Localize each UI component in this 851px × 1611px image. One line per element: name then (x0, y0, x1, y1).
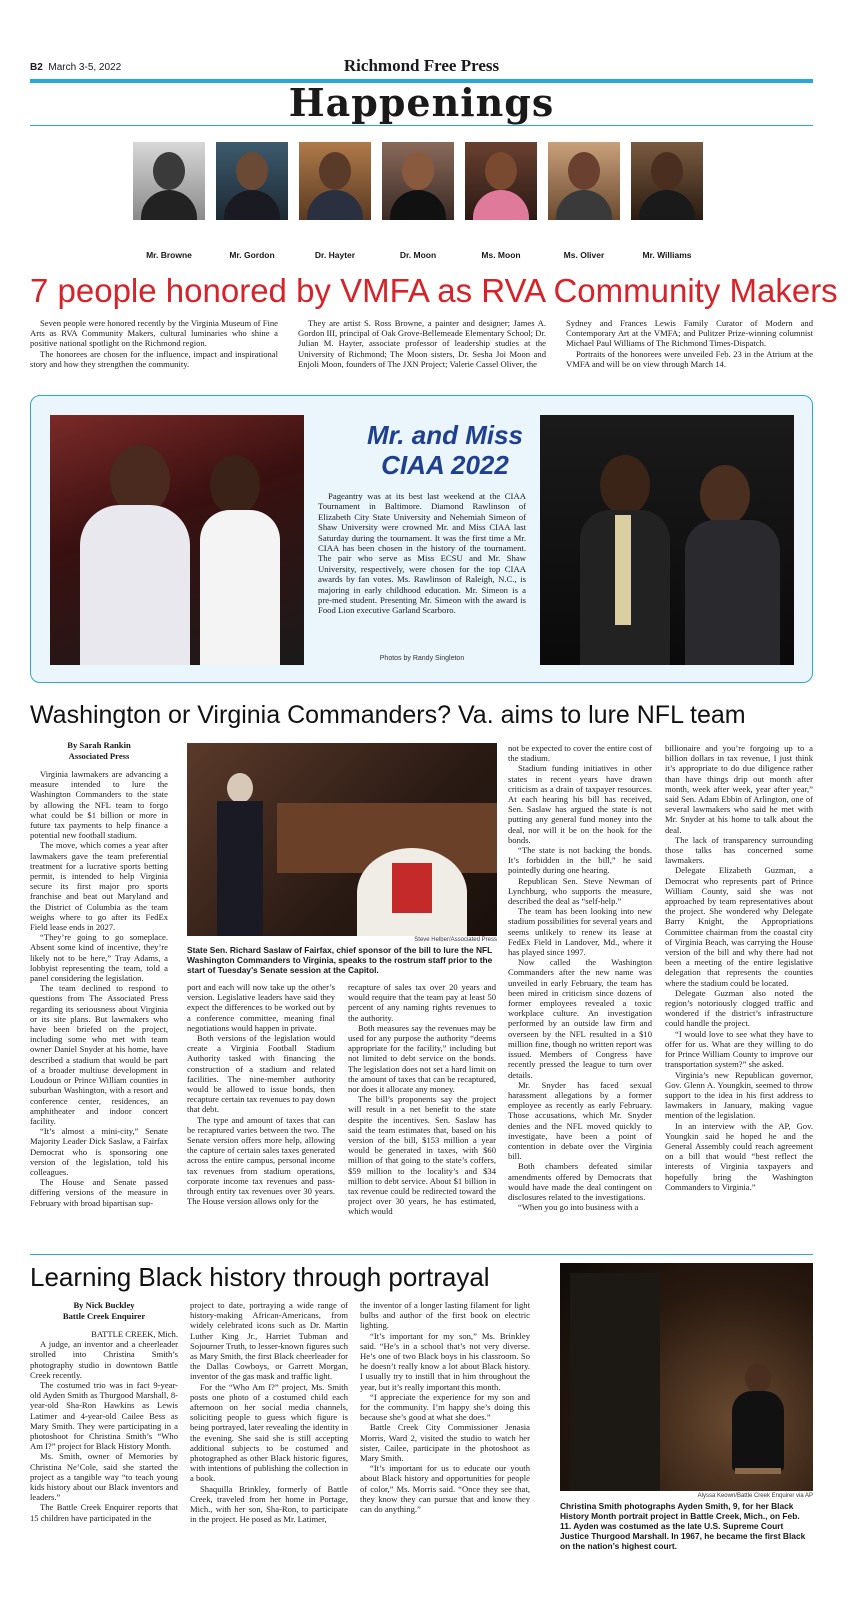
paragraph: For the “Who Am I?” project, Ms. Smith posts one photo of a costumed child each afternoon on her social media channels, soliciting people to guess which figure is being portrayed, later revealing the identity in the evening. She said she is still accepting additional subjects to be costumed and photographed as other Black historic figures, with intentions of publishing the collection in a book. (190, 1381, 348, 1484)
portrait-caption: Mr. Gordon (229, 250, 275, 260)
paragraph: not be expected to cover the entire cost of the stadium. (508, 743, 652, 764)
paragraph: “When you go into business with a (518, 1202, 639, 1213)
nfl-photo (187, 743, 497, 936)
paragraph: Pageantry was at its best last weekend at the CIAA Tournament in Baltimore. Diamond Rawlinson of Elizabeth City State University and Nehemiah Simeon of Shaw University were crowned Mr. and Miss CIAA last Saturday during the tournament. It was the first time a Mr. CIAA has been chosen in the history of the tournament. The pair who serve as Miss ECSU and Mr. Shaw University, respectively, were chosen for the top CIAA awards by fan votes. Ms. Rawlinson of Raleigh, N.C., is majoring in early childhood education. Mr. Simeon is a pre-med student. Presenting Mr. Simeon with the award is Food Lion executive Garland Scarboro. (318, 491, 526, 616)
portrait-oliver (548, 142, 620, 260)
portrait-caption: Mr. Williams (642, 250, 692, 260)
bh-col-1 (30, 1300, 178, 1523)
paragraph: “I would love to see what they have to offer for us. What are they willing to do for Prince William County to improve our transportation system?” she asked. (665, 1028, 813, 1070)
page-header (30, 56, 813, 78)
paragraph: “I appreciate the experience for my son and for the community. I’m happy she’s doing this because she’s good at what she does.” (360, 1391, 530, 1423)
ciaa-body (318, 491, 526, 616)
nfl-col-1 (30, 740, 168, 1208)
page-label: B2 (30, 62, 43, 73)
bh-photo (560, 1263, 813, 1491)
byline-name: By Sarah Rankin (67, 740, 131, 750)
paragraph: The lack of transparency surrounding those talks has concerned some lawmakers. (665, 834, 813, 866)
section-divider (30, 1254, 813, 1255)
paragraph: They are artist S. Ross Browne, a painter and designer; James A. Gordon III, principal of Oak Grove-Bellemeade Elementary School; Dr. Julian M. Hayter, associate professor of leadership studies at the University of Richmond; The Moon sisters, Dr. Sesha Joi Moon and Enjoli Moon, founders of The JXN Project; Valerie Cassel Oliver, the (298, 318, 546, 369)
portrait-caption: Dr. Moon (399, 250, 437, 260)
portrait-caption: Dr. Hayter (314, 250, 356, 260)
paragraph: recapture of sales tax over 20 years and would require that the team pay at least 50 percent of any naming rights revenues to the authority. (348, 982, 496, 1023)
paragraph: The move, which comes a year after lawmakers gave the team preferential treatment for a lucrative sports betting permit, is intended to help Virginia secure its first major pro sports franchise and beat out Maryland and the District of Columbia as the team weighs where to go after its FedEx Field lease ends in 2027. (30, 840, 168, 933)
portrait-enjoli-moon (465, 142, 537, 260)
paragraph: the inventor of a longer lasting filament for light bulbs and author of the first book on electric lighting. (360, 1300, 530, 1331)
paragraph: Sydney and Frances Lewis Family Curator of Modern and Contemporary Art at the VMFA; and Pulitzer Prize-winning columnist Michael Paul Williams of The Richmond Times-Dispatch. (566, 318, 813, 349)
paragraph: Ms. Smith, owner of Memories by Christina Ne’Cole, said she started the project as a tangible way “to teach young kids history about our Black inventors and leaders.” (30, 1451, 178, 1503)
vmfa-col-1 (30, 318, 278, 369)
bh-photo-credit: Alyssa Keown/Battle Creek Enquirer via AP (697, 1493, 813, 1499)
byline-org: Associated Press (68, 750, 130, 761)
paragraph: “The state is not backing the bonds. It’s forbidden in the bill,” he said pointedly during one hearing. (508, 845, 652, 876)
bh-col-3 (360, 1300, 530, 1514)
ciaa-photo-credit: Photos by Randy Singleton (379, 655, 465, 662)
paragraph: “They’re going to go someplace. Absent some kind of incentive, they’re likely not to be here,” Tray Adams, a lobbyist representing the team, told a panel considering the legislation. (30, 932, 168, 984)
honoree-portraits (133, 142, 743, 266)
vmfa-col-2 (298, 318, 546, 369)
ciaa-title-line-1: Mr. and Miss (366, 420, 524, 450)
paragraph: Seven people were honored recently by the Virginia Museum of Fine Arts as RVA Community Makers, cultural luminaries who shine a positive national spotlight on the Richmond region. (30, 318, 278, 349)
vmfa-col-3 (566, 318, 813, 369)
ciaa-photo-miss (50, 415, 304, 665)
paragraph: Portraits of the honorees were unveiled Feb. 23 in the Atrium at the VMFA and will be on view through March 14. (566, 348, 813, 369)
bh-photo-caption: Christina Smith photographs Ayden Smith, 9, for her Black History Month portrait project in Battle Creek, Mich., on Feb. 11. Ayden was costumed as the late U.S. Supreme Court Justice Thurgood Marshall. In 1967, he became the first Black on the nation’s highest court. (560, 1501, 806, 1551)
nfl-byline (30, 740, 168, 761)
paragraph: Virginia lawmakers are advancing a measure intended to lure the Washington Commanders to the state by allowing the NFL team to forgo what could be $1 billion or more in future tax payments to help finance a potential new football stadium. (30, 769, 168, 841)
bh-col-2 (190, 1300, 348, 1524)
portrait-caption: Ms. Oliver (563, 250, 605, 260)
byline-name: By Nick Buckley (73, 1300, 135, 1310)
paragraph: Both chambers defeated similar amendments offered by Democrats that would have made the deal contingent on disclosures related to the investigations. (508, 1161, 652, 1202)
nfl-photo-credit: Steve Helber/Associated Press (414, 937, 497, 943)
portrait-gordon (216, 142, 288, 260)
dateline: BATTLE CREEK, Mich. (91, 1329, 178, 1339)
paragraph: The House and Senate passed differing versions of the measure in February with broad bipartisan sup- (30, 1177, 168, 1208)
bh-byline (30, 1300, 178, 1321)
paragraph: Both measures say the revenues may be used for any purpose the authority “deems appropriate for the facility,” including but not limited to debt service on the bonds. The legislation does not set a hard limit on the amount of taxes that can be recaptured, nor does it allocate any money. (348, 1022, 496, 1095)
paragraph: The bill’s proponents say the project will result in a net benefit to the state despite the incentives. Sen. Saslaw has said the team estimates that, based on his version of the bill, $153 million a year would be generated in taxes, with $60 million of that going to the state’s coffers, $59 million to the locality’s and $34 million to debt service. About $1 billion in tax revenue could be redirected toward the project over 30 years, he has estimated, which would (348, 1094, 496, 1217)
paragraph: port and each will now take up the other’s version. Legislative leaders have said they expect the differences to be worked out by a conference committee, meaning final negotiations would happen in private. (187, 982, 335, 1033)
paragraph: “It’s important for my son,” Ms. Brinkley said. “He’s in a school that’s not very diverse. He’s one of two Black boys in his classroom. So he doesn’t really know a lot about Black history. I usually try to instill that in him throughout the year, but it’s really important this month. (360, 1330, 530, 1392)
paragraph: The team has been looking into new stadium possibilities for several years and seems unlikely to renew its lease at FedEx Field in Landover, Md., where it has played since 1997. (508, 906, 652, 958)
portrait-caption: Mr. Browne (146, 250, 192, 260)
paragraph: Now called the Washington Commanders after the new name was unveiled in early February, the team has been mired in criticism since dozens of former employees revealed a toxic workplace culture. An investigation performed by an outside law firm and overseen by the NFL resulted in a $10 million fine, though no written report was issued. Members of Congress have recently pressed the league to turn over details. (508, 957, 652, 1080)
paragraph: Virginia’s new Republican governor, Gov. Glenn A. Youngkin, seemed to throw support to the idea in his first address to lawmakers in January, making vague mention of the legislation. (665, 1069, 813, 1121)
page-date: March 3-5, 2022 (48, 62, 122, 73)
paper-name: Richmond Free Press (343, 56, 500, 75)
portrait-caption: Ms. Moon (481, 250, 521, 260)
paragraph: “It’s almost a mini-city,” Senate Majority Leader Dick Saslaw, a Fairfax Democrat who is sponsoring one version of the legislation, told his colleagues. (30, 1126, 168, 1177)
paragraph: “It’s important for us to educate our youth about Black history and opportunities for people of color,” Ms. Morris said. “Once they see that, they know they can pursue that and know they can do anything.” (360, 1463, 530, 1515)
portrait-sesha-moon (382, 142, 454, 260)
nfl-col-5 (665, 743, 813, 1192)
paragraph: billionaire and you’re forgoing up to a billion dollars in tax revenue, I just think it’s appropriate to do due diligence rather than have things drip out month after month, week after week, year after year,” said Sen. Adam Ebbin of Arlington, one of several lawmakers who said he met with Mr. Snyder at his home to talk about the deal. (665, 743, 813, 835)
paragraph: Stadium funding initiatives in other states in recent years have drawn criticism as a drain of taxpayer resources. At each hearing his bill has received, Sen. Saslaw has argued the state is not putting any general fund money into the deal, nor will it be on the hook for the bonds. (508, 763, 652, 845)
black-history-headline: Learning Black history through portrayal (30, 1262, 490, 1292)
nfl-headline: Washington or Virginia Commanders? Va. aims to lure NFL team (30, 701, 746, 729)
paragraph: The Battle Creek Enquirer reports that 15 children have participated in the (30, 1502, 178, 1523)
byline-org: Battle Creek Enquirer (62, 1310, 146, 1321)
portrait-hayter (299, 142, 371, 260)
paragraph: The team declined to respond to questions from The Associated Press regarding its seriousness about Virginia or its site plans. But lawmakers who have been briefed on the project, including some who met with team owner Daniel Snyder at his home, have described a stadium that would be part of a broader multiuse development in Loudoun or Prince William counties in suburban Washington, with a resort and conference center, residences, an amphitheater and indoor concert facility. (30, 983, 168, 1126)
nfl-col-3 (348, 982, 496, 1217)
nfl-photo-caption: State Sen. Richard Saslaw of Fairfax, chief sponsor of the bill to lure the NFL Washington Commanders to Virginia, speaks to the rostrum staff prior to the start of Tuesday's Senate session at the Capitol. (187, 945, 493, 975)
paragraph: Delegate Guzman also noted the region’s notoriously clogged traffic and wondered if the district’s infrastructure could handle the project. (665, 987, 813, 1029)
paragraph: Shaquilla Brinkley, formerly of Battle Creek, traveled from her home in Portage, Mich., with her son, Sha-Ron, to participate in the project. He posed as Mr. Latimer, (190, 1483, 348, 1525)
paragraph: project to date, portraying a wide range of history-making African-Americans, from widely celebrated icons such as Dr. Martin Luther King Jr., Harriet Tubman and Sojourner Truth, to lesser-known figures such as Mary Smith, the first Black cheerleader for the Dallas Cowboys, or Garrett Morgan, inventor of the gas mask and traffic light. (190, 1300, 348, 1382)
paragraph: Delegate Elizabeth Guzman, a Democrat who represents part of Prince William County, said she was not approached by team representatives about the project. She wondered why Delegate Barry Knight, the Appropriations Committee chairman from the coastal city of Virginia Beach, was carrying the House version of the bill and why there had not been a meeting of the entire legislative delegation that represents the counties where the stadium could be located. (665, 865, 813, 988)
paragraph: A judge, an inventor and a cheerleader strolled into Christina Smith’s photography studio in downtown Battle Creek recently. (30, 1339, 178, 1380)
ciaa-photo-mister (540, 415, 794, 665)
paragraph: Republican Sen. Steve Newman of Lynchburg, who supports the measure, described the deal as “self-help.” (508, 875, 652, 907)
paragraph: Both versions of the legislation would create a Virginia Football Stadium Authority tasked with financing the construction of a stadium and related facilities. The nine-member authority would be allowed to issue bonds, then recapture certain tax revenues to pay down that debt. (187, 1033, 335, 1115)
vmfa-headline: 7 people honored by VMFA as RVA Community Makers (30, 272, 838, 309)
section-rule (30, 125, 813, 126)
paragraph: Mr. Snyder has faced sexual harassment allegations by a former employee as recently as early February. Those accusations, which Mr. Snyder denies and the NFL moved quickly to investigate, have been a point of contention in debate over the Virginia bill. (508, 1079, 652, 1162)
paragraph: The type and amount of taxes that can be recaptured varies between the two. The Senate version offers more help, allowing the capture of certain sales taxes generated across the entire campus, personal income tax revenues from stadium operations, corporate income tax revenues and pass-through entity tax revenues over 30 years. The House version allows only for the (187, 1114, 335, 1207)
nfl-col-4 (508, 743, 652, 1212)
ciaa-title (330, 420, 560, 480)
nfl-col-2 (187, 982, 335, 1206)
portrait-williams (631, 142, 703, 260)
paragraph: The honorees are chosen for the influence, impact and inspirational story and how they strengthen the community. (30, 348, 278, 369)
ciaa-title-line-2: CIAA 2022 (381, 450, 509, 480)
paragraph: The costumed trio was in fact 9-year-old Ayden Smith as Thurgood Marshall, 8-year-old Sha-Ron Hawkins as Lewis Latimer and 4-year-old Cailee Bess as Mary Smith. They were participating in a photoshoot for Christina Smith’s “Who Am I?” project for Black History Month. (30, 1380, 178, 1452)
paragraph: In an interview with the AP, Gov. Youngkin said he hoped he and the General Assembly could reach agreement on a bill that would “best reflect the interests of Virginia taxpayers and hopefully bring the Washington Commanders to Virginia.” (665, 1120, 813, 1192)
portrait-browne (133, 142, 205, 260)
section-title: Happenings (288, 80, 555, 125)
paragraph: Battle Creek City Commissioner Jenasia Morris, Ward 2, visited the studio to watch her sister, Cailee, participate in the photoshoot as Mary Smith. (360, 1422, 530, 1464)
